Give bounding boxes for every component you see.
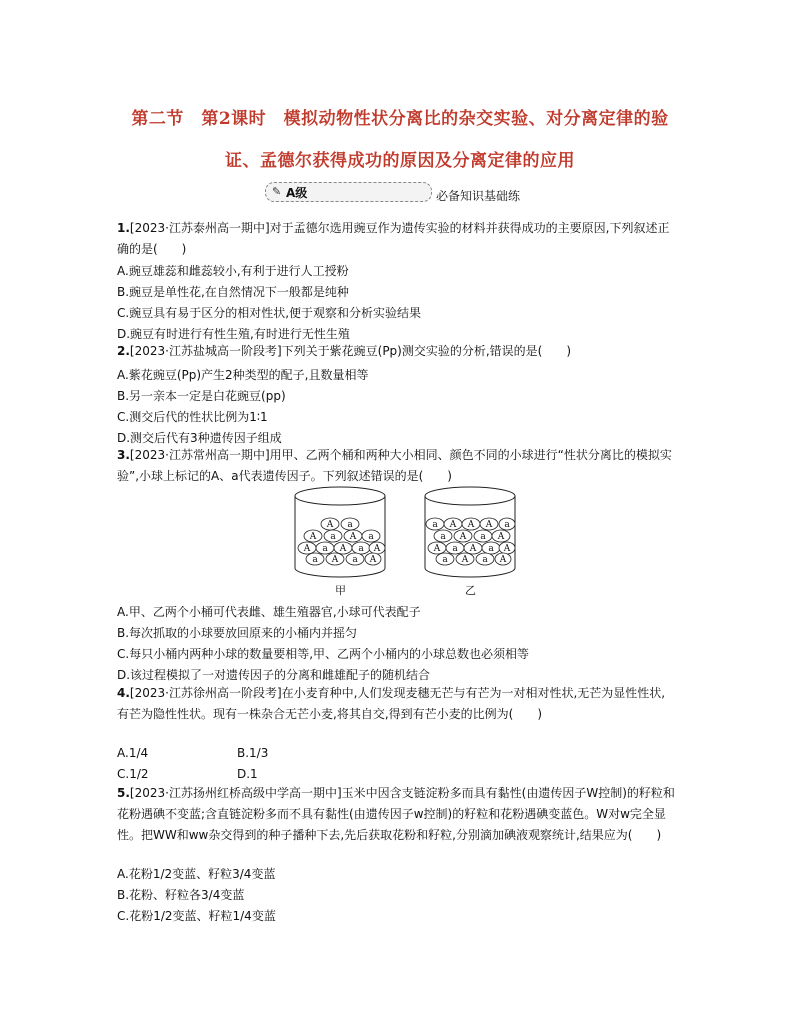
option-c: C.豌豆具有易于区分的相对性状,便于观察和分析实验结果: [117, 306, 422, 320]
option-a: A.紫花豌豆(Pp)产生2种类型的配子,且数量相等: [117, 368, 369, 382]
option-d: D.该过程模拟了一对遗传因子的分离和雌雄配子的随机结合: [117, 668, 431, 682]
ball-label: A: [467, 520, 475, 530]
page-title-line-2: 证、孟德尔获得成功的原因及分离定律的应用: [225, 151, 575, 171]
ball-label: A: [373, 544, 381, 554]
ball-label: a: [452, 544, 458, 554]
option-d: D.测交后代有3种遗传因子组成: [117, 431, 282, 445]
question-2: [117, 341, 677, 362]
ball-label: A: [369, 555, 377, 565]
question-number: 1.: [117, 221, 130, 235]
option-a: A.豌豆雄蕊和雌蕊较小,有利于进行人工授粉: [117, 264, 349, 278]
question-number: 5.: [117, 786, 130, 800]
bucket-jia-figure: [285, 484, 395, 579]
level-tag: 必备知识基础练: [436, 189, 521, 203]
ball-label: a: [488, 544, 494, 554]
ball-label: A: [349, 532, 357, 542]
option-a: A.甲、乙两个小桶可代表雌、雄生殖器官,小球可代表配子: [117, 605, 421, 619]
ball-label: a: [480, 532, 486, 542]
ball-label: a: [330, 532, 336, 542]
ball-label: A: [326, 520, 334, 530]
level-label: A级: [286, 186, 308, 200]
ball-label: A: [461, 555, 469, 565]
ball-label: a: [352, 555, 358, 565]
option-a: A.1/4: [117, 746, 149, 760]
ball-label: a: [347, 520, 353, 530]
ball-label: a: [368, 532, 374, 542]
option-d: D.1: [237, 767, 258, 781]
option-c: C.测交后代的性状比例为1∶1: [117, 410, 268, 424]
ball-label: a: [358, 544, 364, 554]
option-c: C.花粉1/2变蓝、籽粒1/4变蓝: [117, 909, 276, 923]
question-number: 3.: [117, 448, 130, 462]
option-c: C.1/2: [117, 767, 149, 781]
option-c: C.每只小桶内两种小球的数量要相等,甲、乙两个小桶内的小球总数也必须相等: [117, 647, 530, 661]
option-b: B.豌豆是单性花,在自然情况下一般都是纯种: [117, 285, 349, 299]
question-stem: [2023·江苏扬州红桥高级中学高一期中]玉米中因含支链淀粉多而具有黏性(由遗传因子W控制)的籽粒和花粉遇碘不变蓝;含直链淀粉多而不具有黏性(由遗传因子w控制)的籽粒和花粉遇碘变蓝色。W对w完全显性。把WW和ww杂交得到的种子播种下去,先后获取花粉和籽粒,分别滴加碘液观察统计,结果应为( ): [117, 786, 675, 842]
option-b: B.1/3: [237, 746, 269, 760]
ball-label: a: [440, 532, 446, 542]
pencil-icon: ✎: [272, 185, 282, 198]
ball-label: A: [459, 532, 467, 542]
ball-label: A: [497, 532, 505, 542]
option-b: B.每次抓取的小球要放回原来的小桶内并摇匀: [117, 626, 358, 640]
question-number: 4.: [117, 686, 130, 700]
ball-label: A: [485, 520, 493, 530]
ball-label: A: [309, 532, 317, 542]
question-3: [117, 445, 677, 487]
figure-label-jia: 甲: [335, 584, 346, 597]
question-4: [117, 683, 677, 725]
option-b: B.花粉、籽粒各3/4变蓝: [117, 888, 245, 902]
ball-label: a: [442, 555, 448, 565]
question-stem: [2023·江苏盐城高一阶段考]下列关于紫花豌豆(Pp)测交实验的分析,错误的是( ): [129, 344, 572, 358]
ball-label: A: [499, 555, 507, 565]
question-number: 2.: [117, 344, 130, 358]
level-banner: [265, 182, 432, 202]
question-1: [117, 218, 677, 260]
ball-label: A: [503, 544, 511, 554]
page-title-line-1: 第二节 第2课时 模拟动物性状分离比的杂交实验、对分离定律的验: [131, 109, 669, 129]
ball-label: A: [331, 555, 339, 565]
ball-label: a: [504, 520, 510, 530]
question-5: [117, 783, 677, 846]
ball-label: A: [339, 544, 347, 554]
ball-label: A: [433, 544, 441, 554]
question-stem: [2023·江苏徐州高一阶段考]在小麦育种中,人们发现麦穗无芒与有芒为一对相对性状,无芒为显性性状,有芒为隐性性状。现有一株杂合无芒小麦,将其自交,得到有芒小麦的比例为( ): [117, 686, 666, 721]
figure-label-yi: 乙: [465, 584, 476, 597]
ball-label: A: [303, 544, 311, 554]
bucket-yi-figure: [415, 484, 525, 579]
option-a: A.花粉1/2变蓝、籽粒3/4变蓝: [117, 867, 276, 881]
ball-label: a: [322, 544, 328, 554]
ball-label: A: [449, 520, 457, 530]
question-stem: [2023·江苏常州高一期中]用甲、乙两个桶和两种大小相同、颜色不同的小球进行“性状分离比的模拟实验”,小球上标记的A、a代表遗传因子。下列叙述错误的是( ): [117, 448, 672, 483]
ball-label: a: [312, 555, 318, 565]
option-b: B.另一亲本一定是白花豌豆(pp): [117, 389, 286, 403]
ball-label: a: [482, 555, 488, 565]
ball-label: a: [432, 520, 438, 530]
question-stem: [2023·江苏泰州高一期中]对于孟德尔选用豌豆作为遗传实验的材料并获得成功的主要原因,下列叙述正确的是( ): [117, 221, 670, 256]
ball-label: A: [469, 544, 477, 554]
option-d: D.豌豆有时进行有性生殖,有时进行无性生殖: [117, 327, 350, 341]
